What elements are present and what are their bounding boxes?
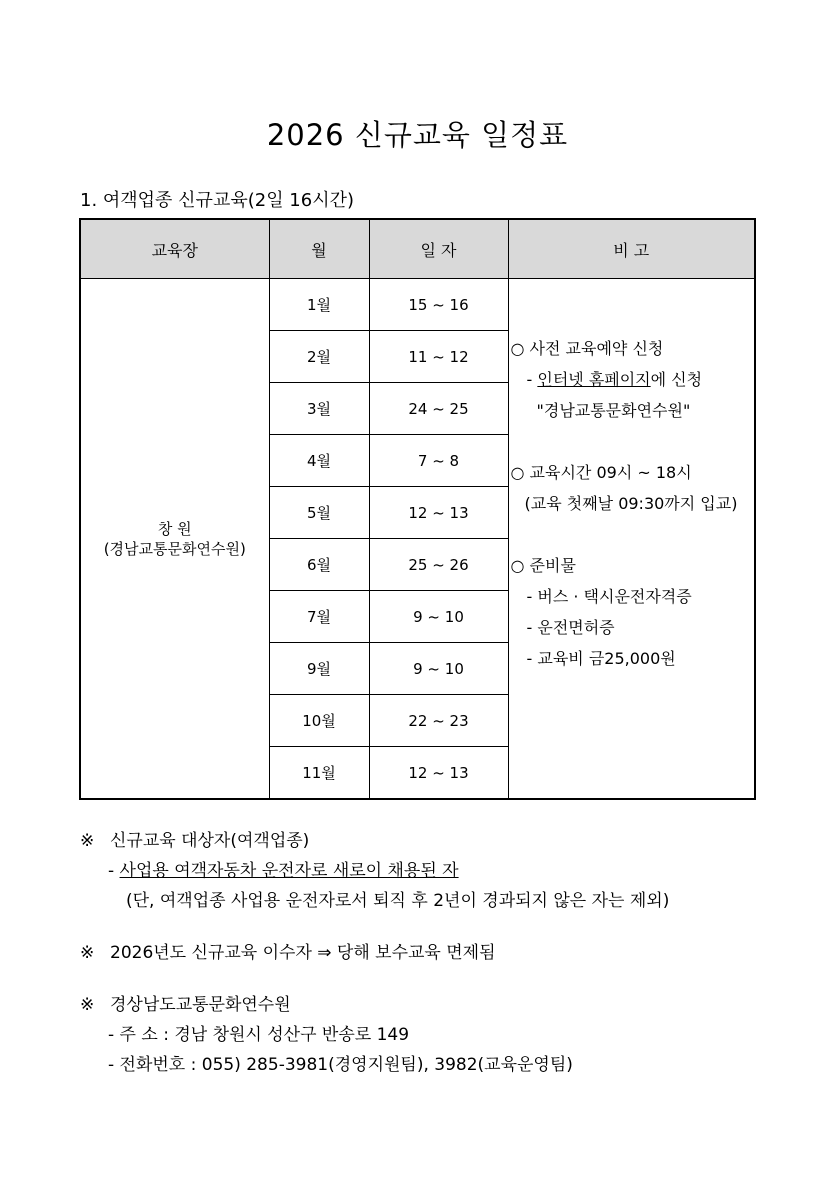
month-cell: 11월: [269, 747, 369, 800]
days-cell: 7 ~ 8: [369, 435, 508, 487]
schedule-table: [79, 218, 756, 800]
exempt-note: [80, 938, 669, 968]
days-cell: 11 ~ 12: [369, 331, 508, 383]
reference-mark: ※: [80, 943, 95, 963]
notes-section: [80, 826, 669, 1102]
month-cell: 9월: [269, 643, 369, 695]
reference-mark: ※: [80, 831, 95, 851]
month-cell: 1월: [269, 279, 369, 331]
days-cell: 12 ~ 13: [369, 487, 508, 539]
month-cell: 3월: [269, 383, 369, 435]
reserve-site: "경남교통문화연수원": [536, 401, 691, 420]
place-subtitle: (경남교통문화연수원): [103, 539, 246, 558]
place-cell: [80, 279, 269, 800]
reserve-line: - 인터넷 홈페이지에 신청: [526, 370, 703, 389]
org-address: - 주 소 : 경남 창원시 성산구 반송로 149: [108, 1025, 410, 1045]
days-cell: 24 ~ 25: [369, 383, 508, 435]
header-month: 월: [269, 219, 369, 279]
target-description: 사업용 여객자동차 운전자로 새로이 채용된 자: [119, 861, 459, 881]
days-cell: 15 ~ 16: [369, 279, 508, 331]
time-title: ○ 교육시간 09시 ~ 18시: [510, 463, 692, 482]
prep-item: - 버스 · 택시운전자격증: [526, 587, 692, 606]
days-cell: 9 ~ 10: [369, 591, 508, 643]
header-days: 일 자: [369, 219, 508, 279]
section-heading: 1. 여객업종 신규교육(2일 16시간): [80, 190, 355, 211]
table-row: [80, 279, 755, 331]
days-cell: 25 ~ 26: [369, 539, 508, 591]
org-phone: - 전화번호 : 055) 285-3981(경영지원팀), 3982(교육운영팀): [108, 1055, 573, 1075]
page-title: 2026 신규교육 일정표: [266, 118, 569, 152]
prep-item: - 운전면허증: [526, 618, 615, 637]
days-cell: 12 ~ 13: [369, 747, 508, 800]
month-cell: 7월: [269, 591, 369, 643]
time-note: (교육 첫째날 09:30까지 입교): [524, 494, 738, 513]
month-cell: 6월: [269, 539, 369, 591]
target-title: 신규교육 대상자(여객업종): [110, 831, 310, 851]
reference-mark: ※: [80, 995, 95, 1015]
header-place: 교육장: [80, 219, 269, 279]
org-title: 경상남도교통문화연수원: [110, 995, 291, 1015]
days-cell: 9 ~ 10: [369, 643, 508, 695]
month-cell: 2월: [269, 331, 369, 383]
prep-item: - 교육비 금25,000원: [526, 649, 676, 668]
table-header-row: [80, 219, 755, 279]
days-cell: 22 ~ 23: [369, 695, 508, 747]
exempt-text: 2026년도 신규교육 이수자 ⇒ 당해 보수교육 면제됨: [110, 943, 496, 963]
homepage-link[interactable]: 인터넷 홈페이지: [537, 370, 651, 389]
place-name: 창 원: [157, 519, 192, 538]
month-cell: 5월: [269, 487, 369, 539]
remarks-cell: [508, 279, 755, 800]
org-note: [80, 990, 669, 1080]
month-cell: 10월: [269, 695, 369, 747]
month-cell: 4월: [269, 435, 369, 487]
prep-title: ○ 준비물: [510, 556, 576, 575]
header-remarks: 비 고: [508, 219, 755, 279]
target-note: ※ 신규교육 대상자(여객업종) - 사업용 여객자동차 운전자로 새로이 채용된 자 (단, 여객업종 사업용 운전자로서 퇴직 후 2년이 경과되지 않은 자는 제외): [80, 826, 669, 916]
reserve-title: ○ 사전 교육예약 신청: [510, 339, 664, 358]
target-exception: (단, 여객업종 사업용 운전자로서 퇴직 후 2년이 경과되지 않은 자는 제외): [126, 891, 670, 911]
